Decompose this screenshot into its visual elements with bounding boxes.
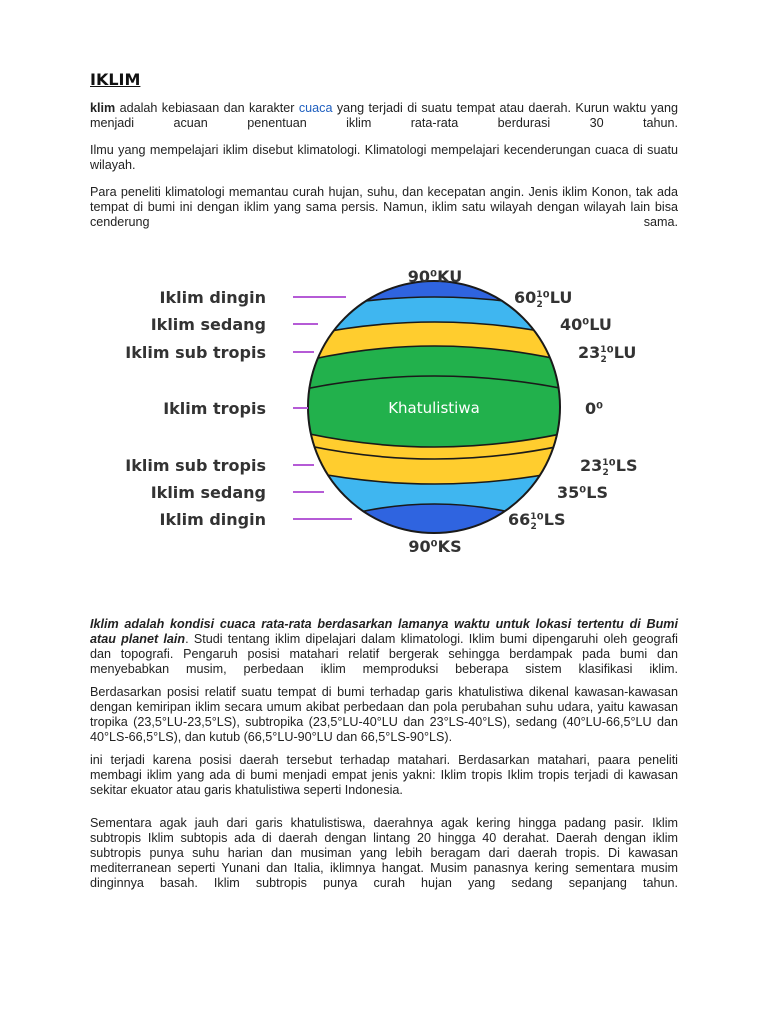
zone-label-temperate-north: Iklim sedang [150, 315, 266, 334]
zone-label-tropic: Iklim tropis [163, 399, 266, 418]
intro-text-b: yang terjadi di suatu tempat atau daerah. Kurun waktu yang menjadi acuan penentuan iklim rata-rata berdurasi 30 tahun. [90, 101, 679, 130]
lat-label-40-lu: 40⁰LU [560, 315, 612, 334]
intro-text-a: adalah kebiasaan dan karakter [115, 101, 299, 115]
zone-labels [125, 288, 266, 529]
lat-label-23-5-ls: $23^1$ 2⁰LS [580, 456, 638, 478]
definition-bold-italic: Iklim adalah kondisi cuaca rata-rata berdasarkan lamanya waktu untuk lokasi tertentu di Bumi atau planet lain [90, 617, 678, 646]
klimatologi-paragraph: Ilmu yang mempelajari iklim disebut klimatologi. Klimatologi mempelajari kecenderungan cuaca di suatu wilayah. [90, 143, 678, 172]
zone-label-temperate-south: Iklim sedang [150, 483, 266, 502]
lat-label-23-5-lu: $23^1$ 2⁰LU [578, 343, 637, 365]
climate-zones-figure [90, 262, 678, 562]
subtropic-paragraph: Sementara agak jauh dari garis khatulistiswa, daerahnya agak kering hingga padang pasir. Iklim subtropis Iklim subtopis ada di daerah dengan lintang 20 hingga 40 derahat. Daerah dengan iklim subtropis punya suhu harian dan musiman yang lebih beragam dari daerah tropis. Di kawasan mediterranean seperti Yunani dan Italia, iklimnya hangat. Musim panasnya kering sementara musim dinginnya basah. Iklim subtropis punya curah hujan yang sedang sepanjang tahun. [90, 816, 678, 890]
page-title: IKLIM [90, 70, 141, 89]
zones-paragraph: Berdasarkan posisi relatif suatu tempat di bumi terhadap garis khatulistiwa dikenal kawasan-kawasan dengan kemiripan iklim secara umum akibat perbedaan dan pola perubahan suhu udara, yaitu kawasan tropika (23,5°LU-23,5°LS), subtropika (23,5°LU-40°LU dan 23°LS-40°LS), sedang (40°LU-66,5°LU dan 40°LS-66,5°LS), dan kutub (66,5°LU-90°LU dan 66,5°LS-90°LS). [90, 685, 678, 744]
sun-position-paragraph: ini terjadi karena posisi daerah tersebut terhadap matahari. Berdasarkan matahari, paara peneliti membagi iklim yang ada di bumi menjadi empat jenis yakni: Iklim tropis Iklim tropis terjadi di kawasan sekitar ekuator atau garis khatulistiwa seperti Indonesia. [90, 753, 678, 797]
cuaca-link[interactable]: cuaca [298, 101, 333, 115]
zone-label-subtropic-north: Iklim sub tropis [125, 343, 266, 362]
equator-label: Khatulistiwa [388, 399, 480, 417]
lat-label-0: 0⁰ [585, 399, 604, 418]
lat-label-60-5-lu: $60^1$ 2⁰LU [514, 288, 573, 310]
definition-paragraph [90, 617, 678, 677]
zone-label-subtropic-south: Iklim sub tropis [125, 456, 266, 475]
researchers-paragraph: Para peneliti klimatologi memantau curah hujan, suhu, dan kecepatan angin. Jenis iklim Konon, tak ada tempat di bumi ini dengan iklim yang sama persis. Namun, iklim satu wilayah dengan wilayah lain bisa cenderung sama. [90, 185, 678, 229]
zone-label-cold-south: Iklim dingin [159, 510, 266, 529]
definition-rest: . Studi tentang iklim dipelajari dalam klimatologi. Iklim bumi dipengaruhi oleh geografi dan topografi. Pengaruh posisi matahari relatif bergerak sehingga berdampak pada bumi dan menyebabkan musim, perbedaan iklim memproduksi beberapa sistem klasifikasi iklim. [90, 632, 678, 676]
zone-label-cold-north: Iklim dingin [159, 288, 266, 307]
lat-label-66-5-ls: $66^1$ 2⁰LS [508, 510, 566, 532]
upper-text [90, 70, 678, 242]
globe-diagram [90, 262, 678, 562]
lat-label-35-ls: 35⁰LS [557, 483, 608, 502]
intro-paragraph [90, 101, 678, 131]
lower-text [90, 617, 678, 899]
pole-north-label: 90⁰KU [407, 267, 463, 286]
intro-bold-word: klim [90, 101, 116, 115]
pole-south-label: 90⁰KS [408, 537, 462, 556]
